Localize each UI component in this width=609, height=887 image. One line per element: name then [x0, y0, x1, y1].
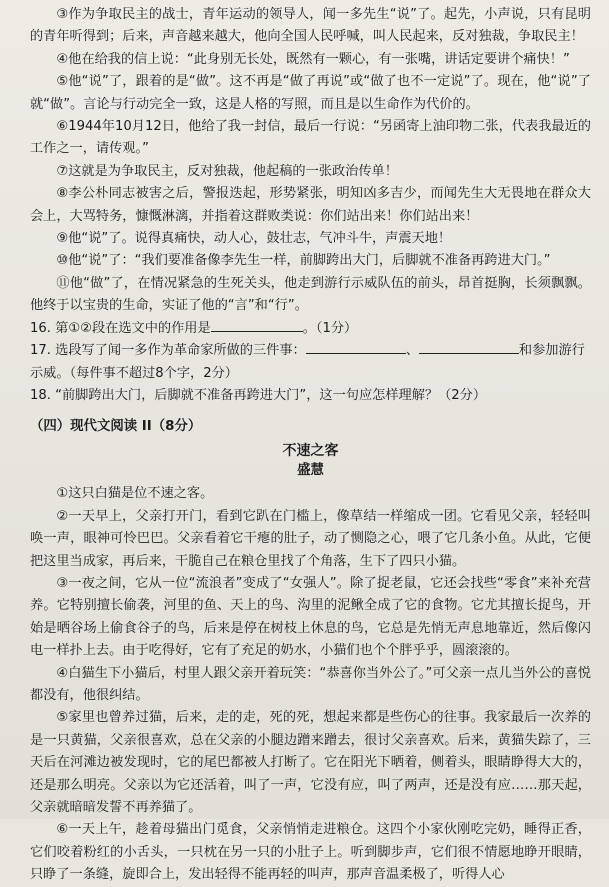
passage-paragraph-8: ⑧李公朴同志被害之后，警报迭起，形势紧张，明知凶多吉少，而闻先生大无畏地在群众大会上，大骂特务，慷慨淋漓，并指着这群败类说：你们站出来！你们站出来！	[30, 186, 591, 224]
story-paragraph-4: ④白猫生下小猫后，村里人跟父亲开着玩笑：“恭喜你当外公了。”可父亲一点儿当外公的喜悦都没有，他很纠结。	[30, 665, 591, 703]
story-paragraph-3: ③一夜之间，它从一位“流浪者”变成了“女强人”。除了捉老鼠，它还会找些“零食”来补充营养。它特别擅长偷袭，河里的鱼、天上的鸟、沟里的泥鳅全成了它的食物。它尤其擅长捉鸟，开始是晒谷场上偷食谷子的鸟，后来是停在树枝上休息的鸟，它总是先悄无声息地靠近，然后像闪电一样扑上去。由于吃得好，它有了充足的奶水，小猫们也个个胖乎乎，圆滚滚的。	[30, 575, 591, 659]
question-16-text: 16. 第①②段在选文中的作用是	[30, 320, 211, 336]
story-author: 盛慧	[297, 463, 324, 479]
reading-passage-two	[30, 483, 591, 886]
question-16-points: 。（1分）	[302, 320, 358, 336]
story-paragraph-2: ②一天早上，父亲打开门，看到它趴在门槛上，像草结一样缩成一团。它看见父亲，轻轻叫唤一声，眼神可怜巴巴。父亲看着它干瘪的肚子，动了恻隐之心，喂了它几条小鱼。从此，它便把这里当成家，再后来，干脆自己在粮仓里找了个角落，生下了四只小猫。	[30, 508, 591, 569]
question-16	[30, 318, 591, 340]
question-17	[30, 340, 591, 385]
passage-paragraph-6: ⑥1944年10月12日，他给了我一封信，最后一行说：“另函寄上油印物二张，代表我最近的工作之一，请传观。”	[30, 119, 591, 157]
answer-blank-17b[interactable]	[419, 353, 519, 354]
passage-paragraph-10: ⑩他“说”了：“我们要准备像李先生一样，前脚跨出大门，后脚就不准备再跨进大门。”	[56, 253, 551, 269]
answer-blank-16[interactable]	[211, 331, 303, 332]
passage-paragraph-9: ⑨他“说”了。说得真痛快，动人心，鼓壮志，气冲斗牛，声震天地！	[56, 231, 452, 247]
story-title: 不速之客	[282, 443, 339, 460]
passage-paragraph-7: ⑦这就是为争取民主，反对独裁，他起稿的一张政治传单！	[56, 163, 398, 179]
story-paragraph-5: ⑤家里也曾养过猫，后来，走的走，死的死，想起来都是些伤心的往事。我家最后一次养的是一只黄猫，父亲很喜欢，总在父亲的小腿边蹭来蹭去，很讨父亲喜欢。后来，黄猫失踪了，三天后在河滩边被发现时，它的尾巴都被人打断了。它在阳光下晒着，侧着头，眼睛睁得大大的，还是那么明亮。父亲以为它还活着，叫了一声，它没有应，叫了两声，还是没有应……那天起，父亲就暗暗发誓不再养猫了。	[30, 710, 591, 815]
reading-passage-one	[30, 4, 591, 318]
question-17-text: 17. 选段写了闻一多作为革命家所做的三件事：	[30, 343, 306, 359]
story-paragraph-6: ⑥一天上午，趁着母猫出门觅食，父亲悄悄走进粮仓。这四个小家伙刚吃完奶，睡得正香，它们咬着粉红的小舌头，一只枕在另一只的小肚子上。听到脚步声，它们很不情愿地睁开眼睛，只睁了一条缝，旋即合上，发出轻得不能再轻的叫声，那声音温柔极了，听得人心	[30, 822, 591, 883]
passage-paragraph-11: ⑪他“做”了，在情况紧急的生死关头，他走到游行示威队伍的前头，昂首挺胸，长须飘飘。他终于以宝贵的生命，实证了他的“言”和“行”。	[30, 275, 591, 314]
question-18: 18. “前脚跨出大门，后脚就不准备再跨进大门”，这一句应怎样理解？（2分）	[30, 387, 487, 403]
answer-blank-17a[interactable]	[306, 353, 406, 354]
passage-paragraph-3: ③作为争取民主的战士，青年运动的领导人，闻一多先生“说”了。起先，小声说，只有昆明的青年听得到；后来，声音越来越大，他向全国人民呼喊，叫人民起来，反对独裁，争取民主！	[30, 7, 591, 45]
story-paragraph-1: ①这只白猫是位不速之客。	[56, 486, 214, 502]
question-17-separator: 、	[405, 343, 419, 359]
passage-paragraph-5: ⑤他“说”了，跟着的是“做”。这不再是“做了再说”或“做了也不一定说”了。现在，他“说”了就“做”。言论与行动完全一致，这是人格的写照，而且是以生命作为代价的。	[30, 74, 591, 112]
passage-paragraph-4: ④他在给我的信上说：“此身别无长处，既然有一颗心，有一张嘴，讲话定要讲个痛快！”	[56, 51, 570, 67]
section-title: （四）现代文阅读 II（8分）	[30, 419, 202, 435]
question-17-end: 和参加游行示威。（每件事不超过8个字，2分）	[30, 343, 585, 381]
questions-block	[30, 318, 591, 408]
